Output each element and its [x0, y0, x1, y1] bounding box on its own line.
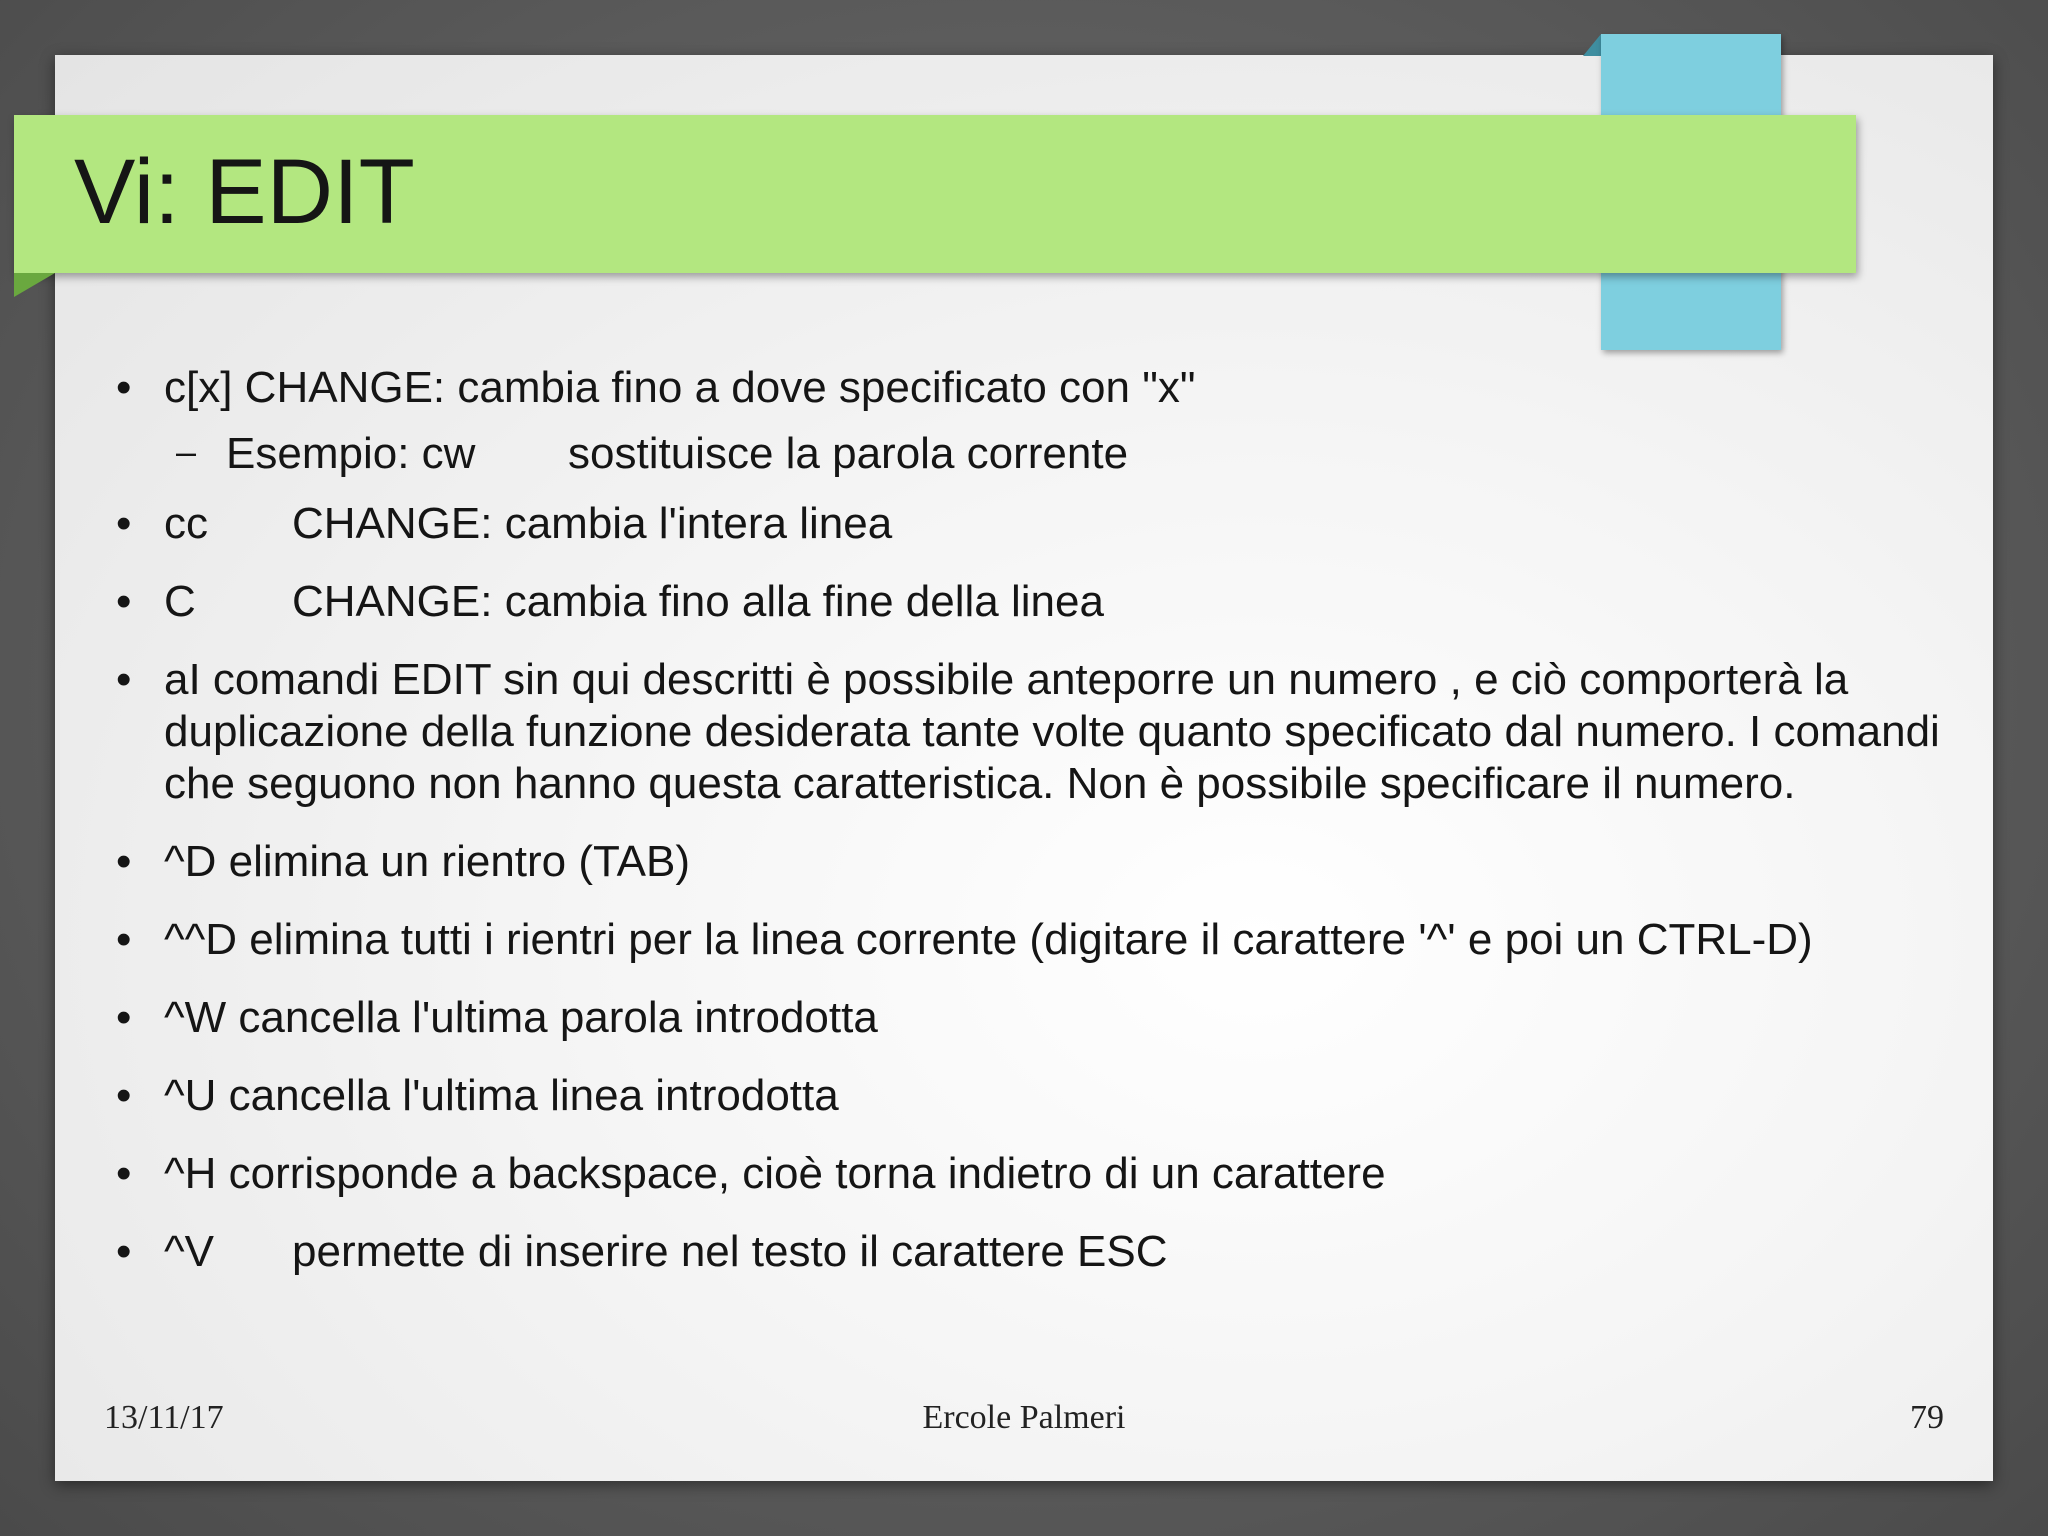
page-number: 79 — [1910, 1399, 1944, 1436]
list-item — [112, 992, 1942, 1044]
footer-date: 13/11/17 — [104, 1399, 224, 1436]
list-item-command: ^V — [164, 1227, 214, 1276]
bullet-list — [112, 362, 1942, 1304]
dash-icon: – — [176, 431, 197, 472]
bullet-icon: • — [116, 1149, 132, 1198]
list-item — [112, 1148, 1942, 1200]
list-item-text: ^U cancella l'ultima linea introdotta — [164, 1071, 839, 1120]
list-item-text: c[x] CHANGE: cambia fino a dove specificato con "x" — [164, 363, 1196, 412]
sub-list-item — [112, 428, 1942, 480]
bullet-icon: • — [116, 1227, 132, 1276]
list-item — [112, 836, 1942, 888]
bullet-icon: • — [116, 837, 132, 886]
list-item — [112, 362, 1942, 414]
sub-item-command: Esempio: cw — [226, 429, 476, 478]
list-item-description: CHANGE: cambia l'intera linea — [292, 499, 893, 548]
list-item-text: aI comandi EDIT sin qui descritti è possibile anteporre un numero , e ciò comporterà la duplicazione della funzione desiderata tante volte quanto specificato dal numero. I comandi che seguono non hanno questa caratteristica. Non è possibile specificare il numero. — [164, 655, 1940, 808]
sub-item-description: sostituisce la parola corrente — [568, 429, 1129, 478]
list-item-description: permette di inserire nel testo il carattere ESC — [292, 1227, 1168, 1276]
list-item — [112, 654, 1942, 810]
list-item-text: ^D elimina un rientro (TAB) — [164, 837, 690, 886]
list-item-text: ^^D elimina tutti i rientri per la linea corrente (digitare il carattere '^' e poi un CTRL-D) — [164, 915, 1813, 964]
bullet-icon: • — [116, 363, 132, 412]
footer-author: Ercole Palmeri — [922, 1399, 1126, 1436]
list-item-text: ^H corrisponde a backspace, cioè torna indietro di un carattere — [164, 1149, 1386, 1198]
list-item-command: cc — [164, 499, 208, 548]
list-item — [112, 498, 1942, 550]
list-item — [112, 914, 1942, 966]
accent-tab-fold — [1583, 34, 1601, 56]
list-item — [112, 576, 1942, 628]
bullet-icon: • — [116, 993, 132, 1042]
title-band-fold — [14, 273, 55, 297]
bullet-icon: • — [116, 915, 132, 964]
bullet-icon: • — [116, 1071, 132, 1120]
list-item-description: CHANGE: cambia fino alla fine della linea — [292, 577, 1104, 626]
slide-title: Vi: EDIT — [74, 141, 415, 243]
list-item-command: C — [164, 577, 196, 626]
bullet-icon: • — [116, 499, 132, 548]
list-item — [112, 1070, 1942, 1122]
bullet-icon: • — [116, 655, 132, 704]
list-item — [112, 1226, 1942, 1278]
bullet-icon: • — [116, 577, 132, 626]
list-item-text: ^W cancella l'ultima parola introdotta — [164, 993, 878, 1042]
